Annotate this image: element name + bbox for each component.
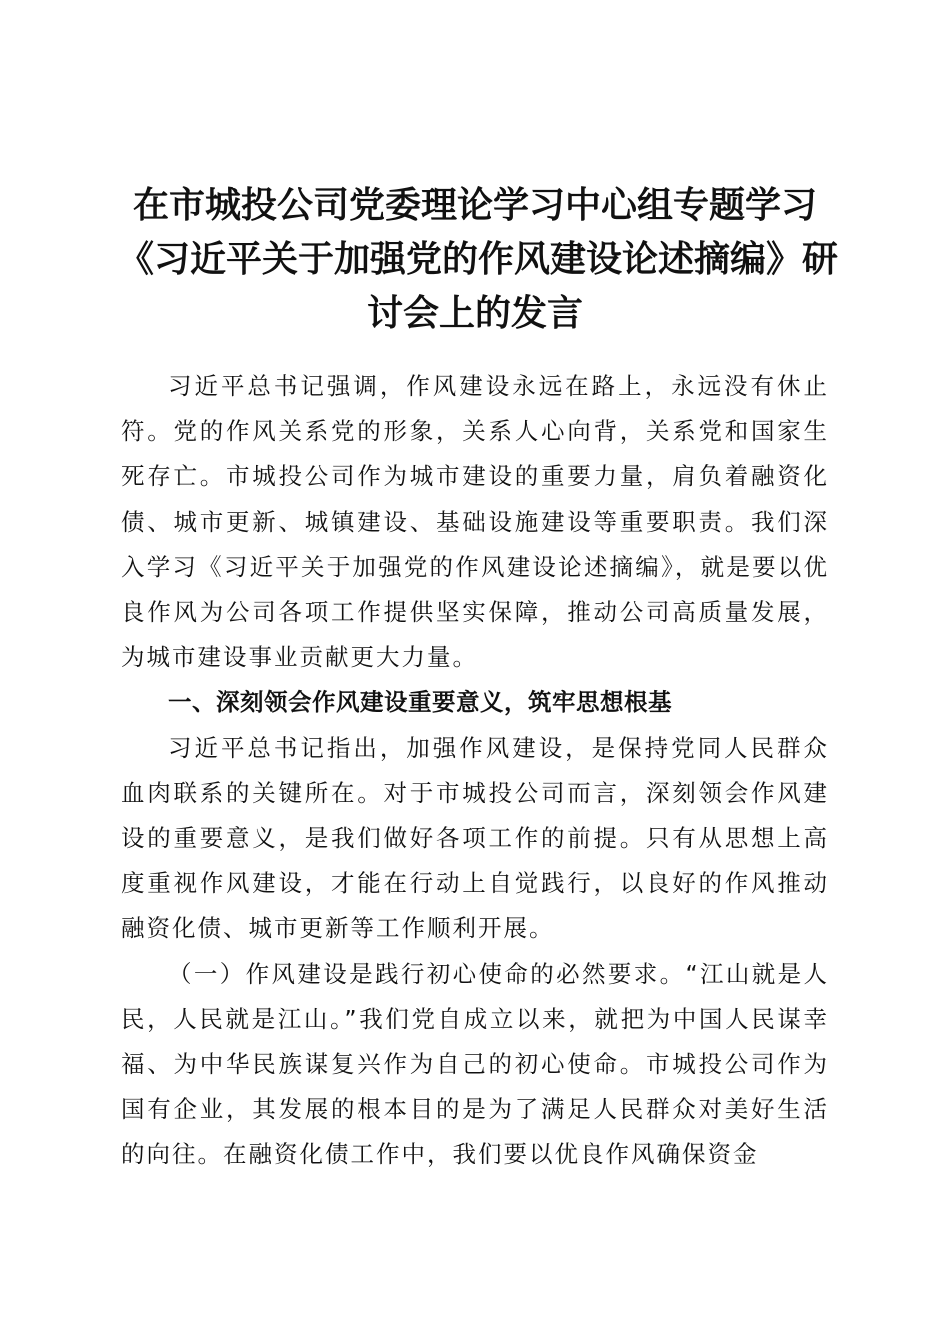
title-line-1: 在市城投公司党委理论学习中心组专题学习 [132, 184, 817, 226]
section-heading-1: 一、深刻领会作风建设重要意义，筑牢思想根基 [168, 688, 672, 717]
document-title [118, 178, 839, 340]
subsection-1-paragraph: （一）作风建设是践行初心使命的必然要求。“江山就是人民，人民就是江山。”我们党自成立以来，就把为中国人民谋幸福、为中华民族谋复兴作为自己的初心使命。市城投公司作为国有企业，其发展的根本目的是为了满足人民群众对美好生活的向往。在融资化债工作中，我们要以优良作风确保资金 [121, 959, 829, 1169]
title-line-3: 讨会上的发言 [366, 292, 583, 334]
intro-paragraph: 习近平总书记强调，作风建设永远在路上，永远没有休止符。党的作风关系党的形象，关系人心向背，关系党和国家生死存亡。市城投公司作为城市建设的重要力量，肩负着融资化债、城市更新、城镇建设、基础设施建设等重要职责。我们深入学习《习近平关于加强党的作风建设论述摘编》，就是要以优良作风为公司各项工作提供坚实保障，推动公司高质量发展，为城市建设事业贡献更大力量。 [121, 372, 829, 672]
title-line-2: 《习近平关于加强党的作风建设论述摘编》研 [118, 238, 839, 280]
section-1-paragraph: 习近平总书记指出，加强作风建设，是保持党同人民群众血肉联系的关键所在。对于市城投公司而言，深刻领会作风建设的重要意义，是我们做好各项工作的前提。只有从思想上高度重视作风建设，才能在行动上自觉践行，以良好的作风推动融资化债、城市更新等工作顺利开展。 [121, 733, 829, 943]
document-body [121, 364, 829, 1178]
